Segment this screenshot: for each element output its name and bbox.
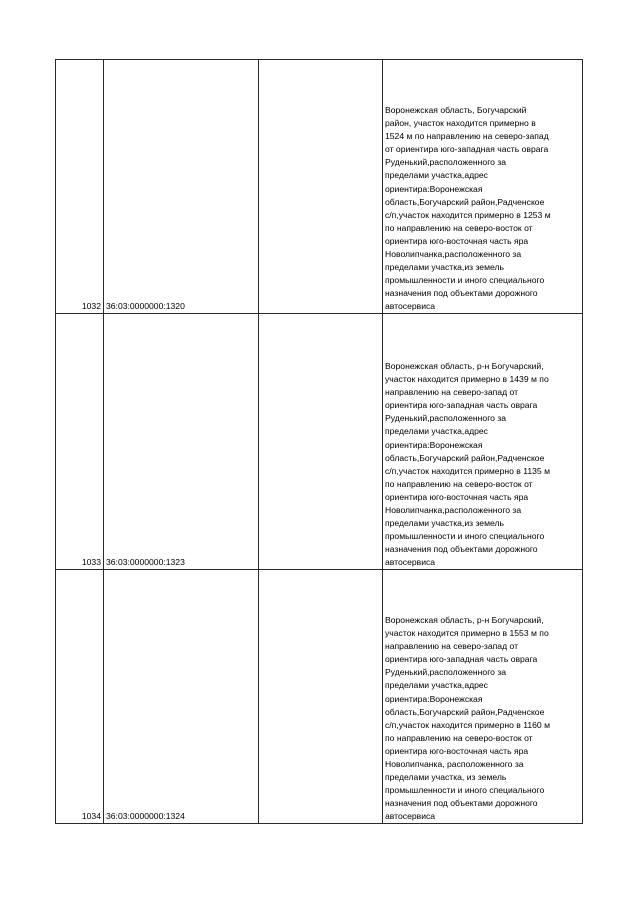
table-row: [56, 60, 583, 314]
address-description-cell: Воронежская область, Богучарский район, участок находится примерно в 1524 м по направлению на северо-запад от ориентира юго-западная часть оврага Руденький,расположенного за пределами участка,адрес ориентира:Воронежская область,Богучарский район,Радченское с/п,участок находится примерно в 1253 м по направлению на северо-восток от ориентира юго-восточная часть яра Новолипчанка,расположенного за пределами участка,из земель промышленности и иного специального назначения под объектами дорожного автосервиса: [383, 60, 583, 314]
address-description-cell: Воронежская область, р-н Богучарский, участок находится примерно в 1439 м по направлению на северо-запад от ориентира юго-западная часть оврага Руденький,расположенного за пределами участка,адрес ориентира:Воронежская область,Богучарский район,Радченское с/п,участок находится примерно в 1135 м по направлению на северо-восток от ориентира юго-восточная часть яра Новолипчанка,расположенного за пределами участка,из земель промышленности и иного специального назначения под объектами дорожного автосервиса: [383, 314, 583, 570]
empty-cell: [259, 314, 383, 570]
cadastral-number-cell: 36:03:0000000:1320: [104, 60, 259, 314]
cadastral-number-cell: 36:03:0000000:1324: [104, 570, 259, 824]
row-number-cell: 1033: [56, 314, 104, 570]
land-plots-table: [55, 59, 583, 824]
row-number-cell: 1032: [56, 60, 104, 314]
cadastral-number-cell: 36:03:0000000:1323: [104, 314, 259, 570]
address-description-cell: Воронежская область, р-н Богучарский, участок находится примерно в 1553 м по направлению на северо-запад от ориентира юго-западная часть оврага Руденький,расположенного за пределами участка,адрес ориентира:Воронежская область,Богучарский район,Радченское с/п,участок находится примерно в 1160 м по направлению на северо-восток от ориентира юго-восточная часть яра Новолипчанка, расположенного за пределами участка, из земель промышленности и иного специального назначения под объектами дорожного автосервиса: [383, 570, 583, 824]
row-number-cell: 1034: [56, 570, 104, 824]
table-row: [56, 314, 583, 570]
empty-cell: [259, 60, 383, 314]
table-row: [56, 570, 583, 824]
empty-cell: [259, 570, 383, 824]
